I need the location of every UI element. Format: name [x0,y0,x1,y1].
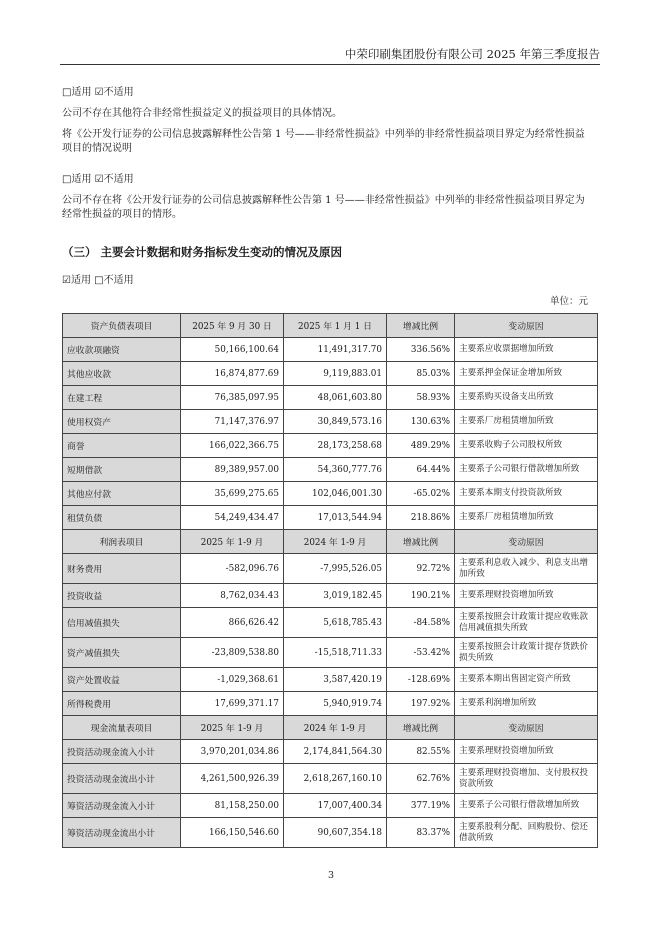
value-cell: 58.93% [387,386,455,410]
reason-cell: 主要系收购子公司股权所致 [455,434,598,458]
value-cell: 866,626.42 [181,608,284,638]
text-line: 项目的情况说明 [62,143,132,154]
value-cell: 30,849,573.16 [284,410,387,434]
table-row [63,692,598,716]
page-number: 3 [327,870,335,881]
reason-cell: 主要系子公司银行借款增加所致 [455,794,598,818]
reason-cell: 主要系股利分配、回购股份、偿还借款所致 [455,818,598,848]
value-cell: 197.92% [387,692,455,716]
table-row [63,434,598,458]
value-cell: 62.76% [387,764,455,794]
header-cell: 资产负债表项目 [63,314,181,338]
applicability-line-3: ☑适用 □不适用 [62,275,134,286]
text-line: 公司不存在将《公开发行证券的公司信息披露解释性公告第 1 号——非经常性损益》中列举的非经常性损益项目界定为 [62,195,585,206]
value-cell: -1,029,368.61 [181,668,284,692]
item-name-cell: 投资活动现金流出小计 [63,764,181,794]
reason-cell: 主要系厂房租赁增加所致 [455,410,598,434]
value-cell: 5,618,785.43 [284,608,387,638]
header-cell: 变动原因 [455,530,598,554]
header-cell: 现金流量表项目 [63,716,181,740]
item-name-cell: 应收款项融资 [63,338,181,362]
reason-cell: 主要系子公司银行借款增加所致 [455,458,598,482]
header-cell: 变动原因 [455,716,598,740]
item-name-cell: 投资活动现金流入小计 [63,740,181,764]
item-name-cell: 资产处置收益 [63,668,181,692]
table-row [63,410,598,434]
header-cell: 利润表项目 [63,530,181,554]
value-cell: 17,013,544.94 [284,506,387,530]
value-cell: -53.42% [387,638,455,668]
reason-cell: 主要系本期出售固定资产所致 [455,668,598,692]
text-line: 经常性损益的项目的情形。 [62,209,182,220]
balance-sheet-header-row [63,314,598,338]
value-cell: 2,174,841,564.30 [284,740,387,764]
table-body [63,314,598,848]
value-cell: 3,019,182.45 [284,584,387,608]
item-name-cell: 资产减值损失 [63,638,181,668]
value-cell: -582,096.76 [181,554,284,584]
reason-cell: 主要系利息收入减少、利息支出增加所致 [455,554,598,584]
item-name-cell: 租赁负债 [63,506,181,530]
reason-cell: 主要系理财投资增加、支付股权投资款所致 [455,764,598,794]
reason-cell: 主要系按照会计政策计提存货跌价损失所致 [455,638,598,668]
value-cell: 2,618,267,160.10 [284,764,387,794]
section-title: （三） 主要会计数据和财务指标发生变动的情况及原因 [62,245,343,259]
item-name-cell: 其他应付款 [63,482,181,506]
value-cell: 17,699,371.17 [181,692,284,716]
value-cell: 11,491,317.70 [284,338,387,362]
header-cell: 2025 年 9 月 30 日 [181,314,284,338]
table-row [63,554,598,584]
value-cell: 85.03% [387,362,455,386]
value-cell: 16,874,877.69 [181,362,284,386]
reason-cell: 主要系厂房租赁增加所致 [455,506,598,530]
reason-cell: 主要系理财投资增加所致 [455,740,598,764]
cash-flow-header-row [63,716,598,740]
item-name-cell: 所得税费用 [63,692,181,716]
paragraph-reclassification-heading [62,128,602,156]
item-name-cell: 筹资活动现金流出小计 [63,818,181,848]
applicability-line-1: □适用 ☑不适用 [62,87,134,98]
header-cell: 2024 年 1-9 月 [284,716,387,740]
value-cell: 81,158,250.00 [181,794,284,818]
table-row [63,794,598,818]
reason-cell: 主要系本期支付投资款所致 [455,482,598,506]
value-cell: 218.86% [387,506,455,530]
paragraph-no-other-items: 公司不存在其他符合非经常性损益定义的损益项目的具体情况。 [62,108,342,119]
value-cell: -84.58% [387,608,455,638]
value-cell: 489.29% [387,434,455,458]
reason-cell: 主要系押金保证金增加所致 [455,362,598,386]
value-cell: 190.21% [387,584,455,608]
value-cell: 89,389,957.00 [181,458,284,482]
table-row [63,482,598,506]
reason-cell: 主要系利润增加所致 [455,692,598,716]
item-name-cell: 短期借款 [63,458,181,482]
table-row [63,338,598,362]
value-cell: 166,022,366.75 [181,434,284,458]
reason-cell: 主要系理财投资增加所致 [455,584,598,608]
value-cell: 130.63% [387,410,455,434]
header-cell: 增减比例 [387,716,455,740]
value-cell: 4,261,500,926.39 [181,764,284,794]
item-name-cell: 投资收益 [63,584,181,608]
reason-cell: 主要系应收票据增加所致 [455,338,598,362]
value-cell: 5,940,919.74 [284,692,387,716]
value-cell: 90,607,354.18 [284,818,387,848]
value-cell: 166,150,546.60 [181,818,284,848]
value-cell: -15,518,711.33 [284,638,387,668]
table-row [63,584,598,608]
value-cell: 9,119,883.01 [284,362,387,386]
value-cell: 3,587,420.19 [284,668,387,692]
item-name-cell: 商誉 [63,434,181,458]
value-cell: 64.44% [387,458,455,482]
table-row [63,668,598,692]
value-cell: 76,385,097.95 [181,386,284,410]
item-name-cell: 筹资活动现金流入小计 [63,794,181,818]
header-cell: 变动原因 [455,314,598,338]
table-row [63,764,598,794]
value-cell: -65.02% [387,482,455,506]
value-cell: 83.37% [387,818,455,848]
value-cell: 54,249,434.47 [181,506,284,530]
value-cell: -128.69% [387,668,455,692]
header-cell: 2024 年 1-9 月 [284,530,387,554]
reason-cell: 主要系按照会计政策计提应收账款信用减值损失所致 [455,608,598,638]
header-cell: 2025 年 1-9 月 [181,530,284,554]
paragraph-no-reclassification [62,194,602,222]
income-statement-header-row [63,530,598,554]
table-row [63,386,598,410]
item-name-cell: 其他应收款 [63,362,181,386]
page-header [60,44,600,65]
table-row [63,458,598,482]
value-cell: 50,166,100.64 [181,338,284,362]
header-cell: 2025 年 1 月 1 日 [284,314,387,338]
value-cell: 8,762,034.43 [181,584,284,608]
header-cell: 2025 年 1-9 月 [181,716,284,740]
applicability-line-2: □适用 ☑不适用 [62,174,134,185]
table-row [63,818,598,848]
value-cell: -23,809,538.80 [181,638,284,668]
financial-changes-table [62,313,598,848]
value-cell: 3,970,201,034.86 [181,740,284,764]
value-cell: 82.55% [387,740,455,764]
value-cell: 17,007,400.34 [284,794,387,818]
header-cell: 增减比例 [387,314,455,338]
reason-cell: 主要系购买设备支出所致 [455,386,598,410]
item-name-cell: 使用权资产 [63,410,181,434]
item-name-cell: 财务费用 [63,554,181,584]
table-row [63,362,598,386]
value-cell: 71,147,376.97 [181,410,284,434]
value-cell: 336.56% [387,338,455,362]
value-cell: 28,173,258.68 [284,434,387,458]
value-cell: 102,046,001.30 [284,482,387,506]
item-name-cell: 在建工程 [63,386,181,410]
table-row [63,506,598,530]
value-cell: 35,699,275.65 [181,482,284,506]
table-row [63,608,598,638]
value-cell: 377.19% [387,794,455,818]
value-cell: 48,061,603.80 [284,386,387,410]
value-cell: -7,995,526.05 [284,554,387,584]
header-cell: 增减比例 [387,530,455,554]
table-row [63,638,598,668]
unit-label: 单位：元 [549,296,588,307]
value-cell: 92.72% [387,554,455,584]
table-row [63,740,598,764]
report-title: 中荣印刷集团股份有限公司 2025 年第三季度报告 [344,47,600,61]
item-name-cell: 信用减值损失 [63,608,181,638]
text-line: 将《公开发行证券的公司信息披露解释性公告第 1 号——非经常性损益》中列举的非经常性损益项目界定为经常性损益 [62,129,585,140]
value-cell: 54,360,777.76 [284,458,387,482]
